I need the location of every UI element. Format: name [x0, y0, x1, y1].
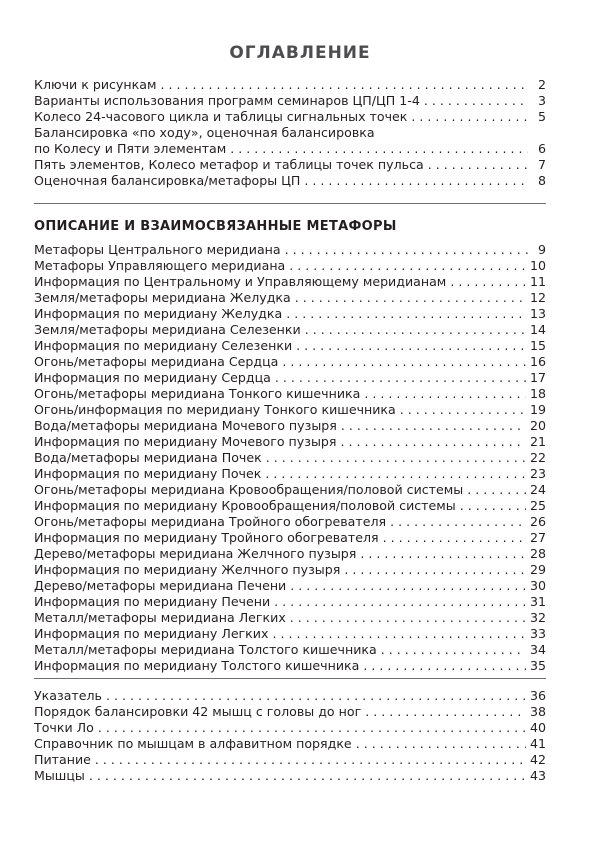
toc-entry-label: Справочник по мышцам в алфавитном порядке — [34, 736, 352, 751]
toc-leader-dots — [390, 514, 526, 530]
toc-leader-dots — [275, 370, 526, 386]
toc-entry-page-number: 9 — [537, 242, 546, 257]
toc-leader-dots — [428, 157, 528, 173]
toc-entry-label: Информация по Центральному и Управляющему меридианам — [34, 274, 447, 289]
toc-leader-dots — [296, 338, 526, 354]
toc-entry-label: Питание — [34, 752, 91, 767]
toc-entry-page-number: 23 — [529, 466, 546, 481]
toc-entry-label: Метафоры Управляющего меридиана — [34, 258, 286, 273]
toc-leader-dots — [286, 306, 526, 322]
toc-section-intro — [34, 77, 546, 189]
toc-entry-label: Огонь/метафоры меридиана Тройного обогревателя — [34, 514, 387, 529]
toc-leader-dots — [364, 386, 526, 402]
toc-entry-page-number: 8 — [537, 173, 546, 188]
toc-entry[interactable] — [34, 370, 546, 386]
toc-leader-dots — [344, 562, 526, 578]
toc-entry-page-number: 6 — [537, 141, 546, 156]
toc-leader-dots — [356, 736, 526, 752]
toc-entry[interactable] — [34, 93, 546, 109]
toc-entry-page-number: 16 — [529, 354, 546, 369]
toc-entry-page-number: 35 — [529, 658, 546, 673]
toc-leader-dots — [98, 720, 526, 736]
toc-leader-dots — [106, 688, 526, 704]
toc-entry-page-number: 25 — [529, 498, 546, 513]
toc-entry-page-number: 31 — [529, 594, 546, 609]
toc-entry-page-number: 27 — [529, 530, 546, 545]
toc-entry[interactable] — [34, 290, 546, 306]
toc-entry-page-number: 3 — [537, 93, 546, 108]
toc-entry-label: Метафоры Центрального меридиана — [34, 242, 281, 257]
toc-entry-label: Информация по меридиану Желудка — [34, 306, 283, 321]
toc-leader-dots — [467, 482, 526, 498]
toc-entry[interactable] — [34, 578, 546, 594]
toc-leader-dots — [272, 626, 526, 642]
toc-entry[interactable] — [34, 77, 546, 93]
toc-entry-page-number: 20 — [529, 418, 546, 433]
toc-leader-dots — [341, 418, 526, 434]
section-divider — [34, 678, 546, 679]
toc-leader-dots — [95, 752, 526, 768]
toc-entry-page-number: 30 — [529, 578, 546, 593]
toc-entry-label: Огонь/метафоры меридиана Кровообращения/половой системы — [34, 482, 464, 497]
toc-entry-label: Указатель — [34, 688, 102, 703]
toc-entry[interactable] — [34, 482, 546, 498]
toc-entry-label: Информация по меридиану Селезенки — [34, 338, 293, 353]
toc-entry[interactable] — [34, 530, 546, 546]
toc-entry-page-number: 38 — [529, 704, 546, 719]
toc-entry-label: Балансировка «по ходу», оценочная балансировка — [34, 125, 375, 140]
toc-entry-label-continued: по Колесу и Пяти элементам — [34, 141, 227, 156]
toc-entry-page-number: 17 — [529, 370, 546, 385]
toc-leader-dots — [295, 290, 526, 306]
toc-entry-page-number: 32 — [529, 610, 546, 625]
toc-entry-label: Информация по меридиану Печени — [34, 594, 271, 609]
toc-section-appendix — [34, 688, 546, 784]
toc-entry-label: Огонь/метафоры меридиана Тонкого кишечника — [34, 386, 361, 401]
toc-entry[interactable] — [34, 466, 546, 482]
toc-entry-page-number: 5 — [537, 109, 546, 124]
toc-entry-page-number: 21 — [529, 434, 546, 449]
toc-entry[interactable] — [34, 125, 546, 157]
toc-entry[interactable] — [34, 720, 546, 736]
toc-entry-label: Дерево/метафоры меридиана Печени — [34, 578, 287, 593]
toc-entry[interactable] — [34, 322, 546, 338]
toc-entry-label: Варианты использования программ семинаров ЦП/ЦП 1-4 — [34, 93, 420, 108]
toc-entry-label: Оценочная балансировка/метафоры ЦП — [34, 173, 301, 188]
toc-entry-page-number: 15 — [529, 338, 546, 353]
toc-leader-dots — [383, 530, 526, 546]
toc-entry-page-number: 13 — [529, 306, 546, 321]
toc-entry[interactable] — [34, 434, 546, 450]
toc-entry-page-number: 11 — [529, 274, 546, 289]
section-divider — [34, 203, 546, 204]
toc-leader-dots — [381, 642, 526, 658]
toc-entry[interactable] — [34, 658, 546, 674]
toc-entry-page-number: 19 — [529, 402, 546, 417]
toc-entry-page-number: 12 — [529, 290, 546, 305]
toc-entry-page-number: 33 — [529, 626, 546, 641]
toc-entry-page-number: 28 — [529, 546, 546, 561]
toc-entry-label: Информация по меридиану Легких — [34, 626, 269, 641]
toc-entry-page-number: 7 — [537, 157, 546, 172]
toc-leader-dots — [160, 77, 528, 93]
toc-leader-dots — [363, 658, 526, 674]
toc-entry-label: Вода/метафоры меридиана Мочевого пузыря — [34, 418, 337, 433]
toc-entry-label: Дерево/метафоры меридиана Желчного пузыря — [34, 546, 357, 561]
toc-leader-dots — [450, 274, 526, 290]
toc-entry[interactable] — [34, 514, 546, 530]
toc-entry-page-number: 18 — [529, 386, 546, 401]
toc-entry[interactable] — [34, 450, 546, 466]
toc-leader-dots — [400, 402, 526, 418]
toc-entry-page-number: 24 — [529, 482, 546, 497]
toc-leader-dots — [265, 466, 526, 482]
toc-entry-page-number: 2 — [537, 77, 546, 92]
toc-leader-dots — [305, 322, 526, 338]
toc-leader-dots — [274, 594, 526, 610]
toc-entry[interactable] — [34, 338, 546, 354]
toc-entry-label: Точки Ло — [34, 720, 94, 735]
toc-entry-label: Информация по меридиану Тройного обогревателя — [34, 530, 379, 545]
toc-entry-label: Информация по меридиану Желчного пузыря — [34, 562, 341, 577]
toc-entry[interactable] — [34, 157, 546, 173]
toc-entry-page-number: 41 — [529, 736, 546, 751]
toc-leader-dots — [89, 768, 526, 784]
toc-leader-dots — [411, 109, 528, 125]
page-title: ОГЛАВЛЕНИЕ — [229, 43, 371, 63]
toc-entry[interactable] — [34, 768, 546, 784]
toc-entry-label: Земля/метафоры меридиана Селезенки — [34, 322, 301, 337]
section-heading: ОПИСАНИЕ И ВЗАИМОСВЯЗАННЫЕ МЕТАФОРЫ — [34, 219, 397, 234]
toc-entry[interactable] — [34, 626, 546, 642]
toc-section-metaphors — [34, 242, 546, 674]
toc-entry[interactable] — [34, 418, 546, 434]
toc-leader-dots — [230, 141, 528, 157]
toc-leader-dots — [285, 242, 528, 258]
toc-leader-dots — [304, 173, 528, 189]
toc-leader-dots — [460, 498, 526, 514]
toc-leader-dots — [266, 450, 526, 466]
toc-entry-page-number: 40 — [529, 720, 546, 735]
toc-entry-label: Ключи к рисункам — [34, 77, 157, 92]
toc-entry-label: Мышцы — [34, 768, 85, 783]
toc-entry-page-number: 36 — [529, 688, 546, 703]
toc-entry[interactable] — [34, 498, 546, 514]
toc-entry-label: Информация по меридиану Сердца — [34, 370, 271, 385]
toc-leader-dots — [340, 434, 526, 450]
toc-entry[interactable] — [34, 752, 546, 768]
toc-entry[interactable] — [34, 610, 546, 626]
toc-entry-label: Порядок балансировки 42 мышц с головы до ног — [34, 704, 362, 719]
toc-entry-label: Огонь/метафоры меридиана Сердца — [34, 354, 279, 369]
toc-entry[interactable] — [34, 594, 546, 610]
toc-entry-label: Колесо 24-часового цикла и таблицы сигнальных точек — [34, 109, 408, 124]
toc-entry-page-number: 10 — [529, 258, 546, 273]
toc-entry-page-number: 14 — [529, 322, 546, 337]
toc-entry-label: Информация по меридиану Почек — [34, 466, 262, 481]
toc-entry-label: Информация по меридиану Мочевого пузыря — [34, 434, 337, 449]
toc-entry[interactable] — [34, 354, 546, 370]
toc-entry-page-number: 43 — [529, 768, 546, 783]
toc-entry[interactable] — [34, 242, 546, 258]
toc-leader-dots — [289, 258, 526, 274]
toc-entry[interactable] — [34, 688, 546, 704]
toc-entry-label: Земля/метафоры меридиана Желудка — [34, 290, 291, 305]
toc-entry-page-number: 42 — [529, 752, 546, 767]
toc-entry[interactable] — [34, 546, 546, 562]
toc-leader-dots — [282, 354, 526, 370]
toc-entry[interactable] — [34, 306, 546, 322]
toc-entry-page-number: 34 — [529, 642, 546, 657]
toc-entry[interactable] — [34, 736, 546, 752]
toc-entry[interactable] — [34, 402, 546, 418]
toc-entry[interactable] — [34, 274, 546, 290]
toc-leader-dots — [360, 546, 526, 562]
toc-entry-page-number: 22 — [529, 450, 546, 465]
toc-entry-label: Огонь/информация по меридиану Тонкого кишечника — [34, 402, 396, 417]
toc-entry[interactable] — [34, 258, 546, 274]
toc-entry-page-number: 26 — [529, 514, 546, 529]
toc-entry-label: Информация по меридиану Толстого кишечника — [34, 658, 360, 673]
toc-entry[interactable] — [34, 704, 546, 720]
toc-entry[interactable] — [34, 386, 546, 402]
toc-leader-dots — [424, 93, 528, 109]
toc-entry[interactable] — [34, 642, 546, 658]
toc-entry-label: Металл/метафоры меридиана Толстого кишечника — [34, 642, 377, 657]
toc-leader-dots — [290, 578, 526, 594]
toc-entry-label: Пять элементов, Колесо метафор и таблицы точек пульса — [34, 157, 424, 172]
toc-entry[interactable] — [34, 109, 546, 125]
toc-entry-label: Вода/метафоры меридиана Почек — [34, 450, 262, 465]
toc-leader-dots — [365, 704, 526, 720]
toc-entry-page-number: 29 — [529, 562, 546, 577]
toc-entry[interactable] — [34, 173, 546, 189]
toc-leader-dots — [290, 610, 526, 626]
toc-entry-label: Металл/метафоры меридиана Легких — [34, 610, 286, 625]
toc-entry[interactable] — [34, 562, 546, 578]
toc-entry-label: Информация по меридиану Кровообращения/половой системы — [34, 498, 456, 513]
